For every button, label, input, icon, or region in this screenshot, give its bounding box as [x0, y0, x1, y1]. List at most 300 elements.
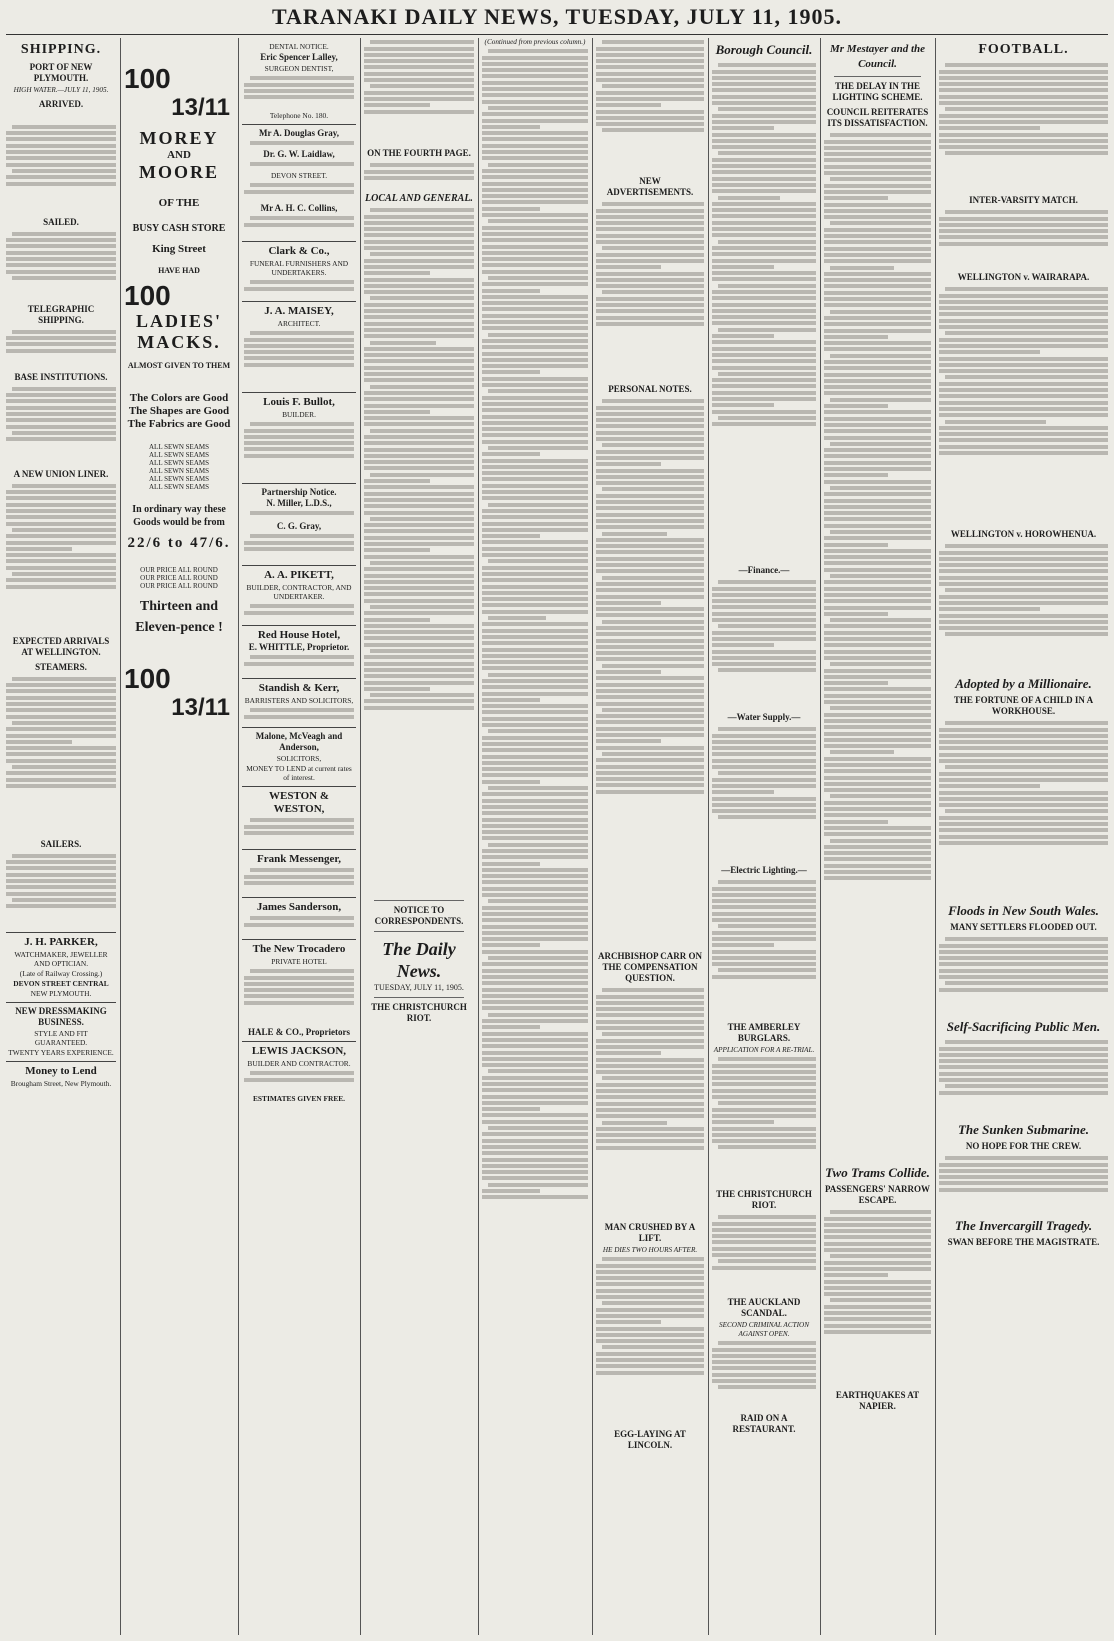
- text-line: [824, 1261, 931, 1265]
- text-line: [602, 576, 704, 580]
- text-line: [945, 588, 1108, 592]
- text-line: [364, 662, 474, 666]
- sewn-seams-line: ALL SEWN SEAMS: [148, 459, 210, 467]
- text-line: [945, 420, 1046, 424]
- text-line: [488, 843, 588, 847]
- text-line: [482, 969, 588, 973]
- text-block: [364, 38, 474, 144]
- text-line: [939, 388, 1108, 392]
- text-line: [939, 1047, 1108, 1051]
- text-line: [6, 585, 116, 589]
- text-line: [482, 578, 588, 582]
- text-line: [712, 1360, 816, 1364]
- text-line: [482, 307, 588, 311]
- text-line: [250, 280, 354, 284]
- text-line: [364, 511, 474, 515]
- red-house: Red House Hotel,: [257, 629, 341, 641]
- text-line: [712, 378, 816, 382]
- text-line: [488, 106, 588, 110]
- text-line: [939, 576, 1108, 580]
- text-line: [830, 354, 931, 358]
- text-line: [596, 1333, 704, 1337]
- local-general-heading: LOCAL AND GENERAL.: [365, 193, 473, 204]
- text-line: [824, 782, 931, 786]
- text-line: [482, 780, 540, 784]
- text-line: [364, 485, 474, 489]
- text-line: [596, 47, 704, 51]
- text-line: [596, 582, 704, 586]
- text-block: [6, 482, 116, 632]
- text-line: [712, 221, 816, 225]
- text-line: [370, 252, 474, 256]
- text-line: [939, 413, 1108, 417]
- text-line: [596, 209, 704, 213]
- text-line: [718, 1341, 816, 1345]
- text-line: [482, 87, 588, 91]
- text-line: [939, 828, 1108, 832]
- gray-ad: [242, 124, 356, 241]
- text-line: [488, 49, 588, 53]
- text-line: [482, 761, 588, 765]
- text-line: [596, 91, 704, 95]
- partnership-ad: [242, 483, 356, 565]
- text-line: [824, 511, 931, 515]
- text-line: [244, 350, 354, 354]
- text-line: [364, 636, 474, 640]
- money-address: Brougham Street, New Plymouth.: [10, 1078, 112, 1088]
- telegraphic-heading: TELEGRAPHIC SHIPPING.: [27, 303, 95, 325]
- text-line: [712, 759, 816, 763]
- text-line: [596, 702, 704, 706]
- text-line: [482, 74, 588, 78]
- text-line: [712, 353, 816, 357]
- text-line: [482, 1176, 588, 1180]
- text-line: [712, 170, 816, 174]
- text-line: [712, 752, 816, 756]
- text-line: [482, 654, 588, 658]
- text-line: [6, 879, 116, 883]
- text-line: [824, 335, 888, 339]
- text-line: [482, 263, 588, 267]
- number-100-top: 100: [124, 63, 171, 94]
- text-line: [250, 604, 354, 608]
- text-line: [824, 719, 931, 723]
- jackson-ad: [242, 1041, 356, 1107]
- text-line: [596, 456, 704, 460]
- text-line: [244, 662, 354, 666]
- column-continued: [482, 38, 588, 1635]
- sailers-heading: SAILERS.: [40, 838, 82, 849]
- paper-date: TUESDAY, JULY 11, 1905.: [374, 983, 464, 992]
- text-line: [939, 432, 1108, 436]
- text-line: [364, 53, 474, 57]
- text-line: [370, 341, 436, 345]
- escape-heading: PASSENGERS' NARROW ESCAPE.: [824, 1184, 931, 1205]
- dressmaking-ad: [6, 1002, 116, 1061]
- text-line: [939, 563, 1108, 567]
- text-line: [824, 209, 931, 213]
- text-line: [712, 740, 816, 744]
- text-line: [6, 702, 116, 706]
- text-line: [824, 549, 931, 553]
- text-line: [939, 607, 1040, 611]
- text-line: [488, 786, 588, 790]
- text-line: [824, 1235, 931, 1239]
- text-line: [364, 215, 474, 219]
- text-block: [712, 61, 816, 561]
- text-line: [482, 1139, 588, 1143]
- text-line: [596, 607, 704, 611]
- text-line: [482, 471, 588, 475]
- text-line: [939, 962, 1108, 966]
- money-ad: [6, 1061, 116, 1092]
- text-line: [488, 559, 588, 563]
- text-line: [945, 765, 1108, 769]
- text-line: [712, 315, 816, 319]
- text-line: [482, 396, 588, 400]
- text-line: [824, 259, 931, 263]
- collins: Mr A. H. C. Collins,: [260, 203, 338, 213]
- text-line: [482, 622, 588, 626]
- text-line: [482, 515, 588, 519]
- text-line: [482, 1107, 540, 1111]
- text-line: [712, 899, 816, 903]
- standish-kerr: Standish & Kerr,: [258, 682, 340, 694]
- text-block: [244, 1069, 354, 1093]
- text-line: [824, 234, 931, 238]
- text-line: [824, 524, 931, 528]
- magistrate-heading: SWAN BEFORE THE MAGISTRATE.: [947, 1237, 1100, 1247]
- text-line: [482, 326, 588, 330]
- text-line: [6, 336, 116, 340]
- text-line: [482, 1189, 540, 1193]
- text-line: [244, 338, 354, 342]
- text-line: [712, 227, 816, 231]
- text-line: [482, 150, 588, 154]
- text-line: [824, 555, 931, 559]
- electric-lighting-heading: —Electric Lighting.—: [721, 865, 807, 875]
- text-line: [488, 729, 588, 733]
- text-line: [482, 912, 588, 916]
- text-line: [6, 559, 116, 563]
- text-line: [364, 630, 474, 634]
- text-line: [370, 40, 474, 44]
- text-block: [244, 139, 354, 149]
- text-line: [364, 233, 474, 237]
- text-line: [824, 788, 931, 792]
- text-line: [824, 1280, 931, 1284]
- text-line: [482, 1145, 588, 1149]
- text-line: [482, 925, 588, 929]
- text-line: [824, 152, 931, 156]
- text-line: [596, 739, 661, 743]
- text-line: [364, 618, 430, 622]
- text-line: [482, 345, 588, 349]
- text-line: [939, 778, 1108, 782]
- text-line: [482, 975, 588, 979]
- text-line: [939, 822, 1108, 826]
- text-line: [250, 162, 354, 166]
- text-line: [712, 208, 816, 212]
- text-line: [482, 648, 588, 652]
- text-line: [596, 253, 704, 257]
- text-line: [482, 1025, 540, 1029]
- weston-ad: [242, 786, 356, 849]
- text-line: [596, 1045, 704, 1049]
- text-line: [6, 406, 116, 410]
- wellington-wairarapa-heading: WELLINGTON v. WAIRARAPA.: [957, 272, 1090, 282]
- text-line: [482, 1019, 588, 1023]
- text-line: [945, 1084, 1108, 1088]
- money-to-lend: MONEY TO LEND at current rates of interest.: [246, 764, 352, 782]
- text-line: [596, 569, 704, 573]
- text-line: [6, 437, 116, 441]
- text-line: [602, 532, 667, 536]
- text-line: [712, 233, 816, 237]
- text-line: [718, 196, 780, 200]
- text-line: [596, 481, 704, 485]
- text-line: [824, 599, 931, 603]
- text-line: [6, 503, 116, 507]
- text-line: [370, 517, 474, 521]
- text-line: [482, 585, 588, 589]
- text-line: [244, 441, 354, 445]
- text-line: [482, 144, 588, 148]
- text-line: [824, 171, 931, 175]
- text-block: [364, 161, 474, 189]
- text-line: [596, 765, 704, 769]
- text-line: [482, 496, 588, 500]
- text-line: [824, 744, 931, 748]
- text-line: [824, 643, 931, 647]
- estimates: ESTIMATES GIVEN FREE.: [252, 1094, 346, 1103]
- text-line: [712, 296, 816, 300]
- text-line: [602, 1345, 704, 1349]
- text-line: [6, 509, 116, 513]
- text-line: [6, 137, 116, 141]
- text-line: [939, 407, 1108, 411]
- text-line: [596, 733, 704, 737]
- text-line: [939, 1065, 1108, 1069]
- text-line: [482, 805, 588, 809]
- text-line: [244, 831, 354, 835]
- text-line: [718, 624, 816, 628]
- text-line: [824, 391, 931, 395]
- text-line: [6, 163, 116, 167]
- text-line: [596, 1039, 704, 1043]
- text-line: [6, 746, 116, 750]
- text-line: [596, 771, 704, 775]
- text-line: [824, 410, 931, 414]
- text-line: [596, 563, 704, 567]
- text-line: [712, 177, 816, 181]
- pikett-trade: BUILDER, CONTRACTOR, AND UNDERTAKER.: [246, 583, 352, 601]
- text-line: [939, 595, 1108, 599]
- text-line: [596, 758, 704, 762]
- text-line: [945, 1156, 1108, 1160]
- text-line: [482, 773, 588, 777]
- text-line: [12, 721, 116, 725]
- text-line: [244, 541, 354, 545]
- text-line: [939, 350, 1040, 354]
- text-line: [712, 1253, 816, 1257]
- text-line: [364, 643, 474, 647]
- text-line: [482, 137, 588, 141]
- text-line: [830, 398, 931, 402]
- text-line: [488, 276, 588, 280]
- text-line: [718, 1101, 816, 1105]
- text-line: [482, 1044, 588, 1048]
- text-line: [712, 403, 774, 407]
- text-line: [364, 59, 474, 63]
- text-line: [6, 892, 116, 896]
- text-line: [244, 923, 354, 927]
- text-line: [602, 1301, 704, 1305]
- text-line: [482, 459, 588, 463]
- text-block: [244, 74, 354, 110]
- text-line: [596, 1114, 704, 1118]
- text-line: [482, 1000, 588, 1004]
- text-line: [596, 284, 704, 288]
- text-line: [945, 809, 1108, 813]
- text-line: [712, 1082, 816, 1086]
- text-line: [712, 631, 816, 635]
- text-line: [712, 290, 816, 294]
- text-line: [824, 857, 931, 861]
- text-line: [250, 216, 354, 220]
- port-heading: PORT OF NEW PLYMOUTH.: [29, 62, 93, 83]
- text-line: [596, 727, 704, 731]
- text-line: [824, 329, 931, 333]
- text-line: [244, 976, 354, 980]
- text-line: [482, 352, 588, 356]
- text-line: [939, 306, 1108, 310]
- text-line: [596, 538, 704, 542]
- text-line: [939, 319, 1108, 323]
- text-line: [939, 401, 1108, 405]
- text-line: [370, 693, 474, 697]
- text-line: [482, 421, 588, 425]
- text-line: [824, 876, 931, 880]
- text-block: [244, 653, 354, 675]
- text-line: [482, 68, 588, 72]
- text-line: [482, 125, 540, 129]
- text-line: [939, 582, 1108, 586]
- text-line: [712, 145, 816, 149]
- text-line: [824, 801, 931, 805]
- separator: [374, 997, 464, 998]
- text-line: [250, 534, 354, 538]
- text-block: [244, 866, 354, 894]
- text-line: [596, 309, 704, 313]
- text-line: [824, 429, 931, 433]
- text-block: [712, 878, 816, 1018]
- text-line: [596, 462, 661, 466]
- wellington-horowhenua-heading: WELLINGTON v. HOROWHENUA.: [950, 529, 1097, 539]
- text-line: [364, 674, 474, 678]
- text-line: [364, 372, 474, 376]
- text-line: [824, 763, 931, 767]
- text-line: [12, 125, 116, 129]
- text-line: [488, 956, 588, 960]
- text-block: [712, 1213, 816, 1293]
- text-line: [712, 956, 816, 960]
- text-block: [6, 852, 116, 932]
- text-line: [939, 772, 1108, 776]
- hale-proprietors: HALE & CO., Proprietors: [247, 1027, 351, 1037]
- text-line: [370, 473, 474, 477]
- ladies-word: LADIES': [135, 311, 223, 331]
- text-block: [939, 1154, 1108, 1214]
- text-line: [482, 981, 588, 985]
- text-line: [712, 1114, 816, 1118]
- text-line: [596, 544, 704, 548]
- text-line: [718, 968, 816, 972]
- text-line: [596, 215, 704, 219]
- text-block: [596, 200, 704, 380]
- text-line: [6, 131, 116, 135]
- text-line: [824, 467, 931, 471]
- fourth-page-heading: ON THE FOURTH PAGE.: [367, 148, 471, 158]
- text-block: [244, 816, 354, 846]
- text-line: [596, 557, 704, 561]
- text-line: [596, 1270, 704, 1274]
- text-line: [824, 1317, 931, 1321]
- text-line: [482, 119, 588, 123]
- text-line: [824, 316, 931, 320]
- text-line: [718, 1145, 816, 1149]
- text-line: [939, 1072, 1108, 1076]
- text-line: [939, 759, 1108, 763]
- text-line: [364, 699, 474, 703]
- text-line: [6, 244, 116, 248]
- text-line: [370, 429, 474, 433]
- text-line: [482, 289, 540, 293]
- text-line: [482, 175, 588, 179]
- text-line: [12, 528, 116, 532]
- text-line: [596, 525, 704, 529]
- text-line: [824, 1273, 888, 1277]
- text-line: [939, 438, 1108, 442]
- text-line: [718, 727, 816, 731]
- text-line: [830, 1210, 931, 1214]
- text-line: [596, 683, 704, 687]
- price-round-list: [124, 566, 234, 590]
- eric-lalley: Eric Spencer Lalley,: [260, 52, 338, 62]
- text-line: [602, 620, 704, 624]
- text-line: [596, 1264, 704, 1268]
- text-line: [602, 40, 704, 44]
- text-line: [12, 431, 116, 435]
- text-line: [602, 1121, 667, 1125]
- text-line: [364, 303, 474, 307]
- text-line: [824, 423, 931, 427]
- text-line: [364, 580, 474, 584]
- text-line: [482, 572, 588, 576]
- text-line: [244, 429, 354, 433]
- text-line: [482, 1088, 588, 1092]
- text-line: [364, 359, 474, 363]
- text-line: [830, 177, 931, 181]
- text-line: [482, 994, 588, 998]
- text-line: [596, 1352, 704, 1356]
- text-line: [364, 290, 474, 294]
- text-line: [482, 862, 540, 866]
- text-line: [364, 422, 474, 426]
- text-line: [712, 893, 816, 897]
- text-line: [824, 322, 931, 326]
- text-line: [6, 257, 116, 261]
